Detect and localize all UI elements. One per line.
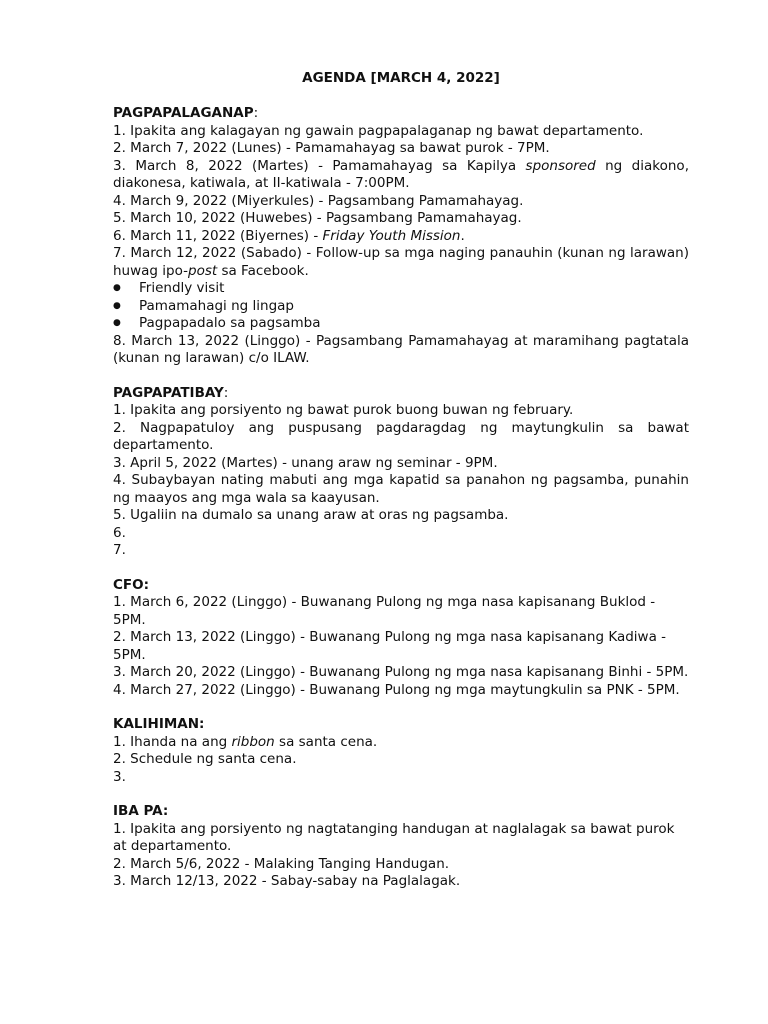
list-item: 5. March 10, 2022 (Huwebes) - Pagsambang Pamamahayag. — [113, 210, 522, 226]
section-pagpapalaganap — [113, 105, 689, 368]
bullet-dot-icon: ● — [113, 318, 121, 328]
bullet-item: ● Friendly visit — [113, 280, 225, 296]
bullet-dot-icon: ● — [113, 300, 121, 311]
list-item: 1. Ipakita ang kalagayan ng gawain pagpapalaganap ng bawat departamento. — [113, 122, 644, 139]
section-heading: IBA PA: — [113, 803, 169, 819]
list-item: 3. March 20, 2022 (Linggo) - Buwanang Pulong ng mga nasa kapisanang Binhi - 5PM. — [113, 664, 689, 680]
list-item: 1. Ipakita ang porsiyento ng bawat purok buong buwan ng february. — [113, 402, 574, 418]
list-item: 3. March 12/13, 2022 - Sabay-sabay na Paglalagak. — [113, 873, 461, 889]
list-item: 8. March 13, 2022 (Linggo) - Pagsambang Pamamahayag at maramihang pagtatala (kunan ng larawan) c/o ILAW. — [113, 332, 689, 366]
list-item: 1. March 6, 2022 (Linggo) - Buwanang Pulong ng mga nasa kapisanang Buklod - 5PM. — [113, 594, 656, 628]
section-heading-line: PAGPAPATIBAY: — [113, 384, 229, 401]
list-item: 2. March 13, 2022 (Linggo) - Buwanang Pulong ng mga nasa kapisanang Kadiwa - 5PM. — [113, 629, 667, 663]
section-iba-pa — [113, 803, 689, 891]
section-heading: PAGPAPALAGANAP — [113, 105, 254, 121]
section-heading: CFO: — [113, 576, 150, 593]
list-item: 1. Ipakita ang porsiyento ng nagtatanging handugan at naglalagak sa bawat purok at departamento. — [113, 820, 675, 854]
list-item: 3. March 8, 2022 (Martes) - Pamamahayag sa Kapilya sponsored ng diakono, diakonesa, katiwala, at II-katiwala - 7:00PM. — [113, 157, 689, 191]
section-heading: KALIHIMAN: — [113, 716, 205, 732]
list-item: 4. Subaybayan nating mabuti ang mga kapatid sa panahon ng pagsamba, punahin ng maayos ang mga wala sa kaayusan. — [113, 472, 689, 506]
bullet-item: ● Pagpapadalo sa pagsamba — [113, 315, 321, 331]
list-item: 5. Ugaliin na dumalo sa unang araw at oras ng pagsamba. — [113, 507, 509, 523]
list-item: 2. March 7, 2022 (Lunes) - Pamamahayag sa bawat purok - 7PM. — [113, 140, 550, 156]
list-item: 2. Nagpapatuloy ang puspusang pagdaragdag ng maytungkulin sa bawat departamento. — [113, 419, 689, 453]
list-item: 6. March 11, 2022 (Biyernes) - Friday Youth Mission. — [113, 227, 465, 244]
section-kalihiman — [113, 716, 689, 786]
list-item: 4. March 9, 2022 (Miyerkules) - Pagsambang Pamamahayag. — [113, 192, 524, 209]
list-item: 2. March 5/6, 2022 - Malaking Tanging Handugan. — [113, 855, 450, 872]
list-item: 3. — [113, 768, 126, 785]
list-item: 3. April 5, 2022 (Martes) - unang araw ng seminar - 9PM. — [113, 454, 498, 471]
section-heading-line: PAGPAPALAGANAP: — [113, 105, 259, 121]
bullet-dot-icon: ● — [113, 283, 121, 293]
list-item: 4. March 27, 2022 (Linggo) - Buwanang Pulong ng mga maytungkulin sa PNK - 5PM. — [113, 681, 680, 698]
agenda-title: AGENDA [MARCH 4, 2022] — [302, 70, 500, 86]
bullet-item: ● Pamamahagi ng lingap — [113, 297, 294, 314]
list-item: 6. — [113, 524, 126, 541]
section-heading: PAGPAPATIBAY — [113, 384, 224, 401]
list-item: 7. — [113, 542, 126, 558]
section-cfo — [113, 577, 689, 700]
section-pagpapatibay — [113, 385, 689, 560]
list-item: 1. Ihanda na ang ribbon sa santa cena. — [113, 733, 378, 750]
list-item: 7. March 12, 2022 (Sabado) - Follow-up sa mga naging panauhin (kunan ng larawan) huwag ipo-post sa Facebook. — [113, 245, 689, 279]
list-item: 2. Schedule ng santa cena. — [113, 751, 297, 767]
